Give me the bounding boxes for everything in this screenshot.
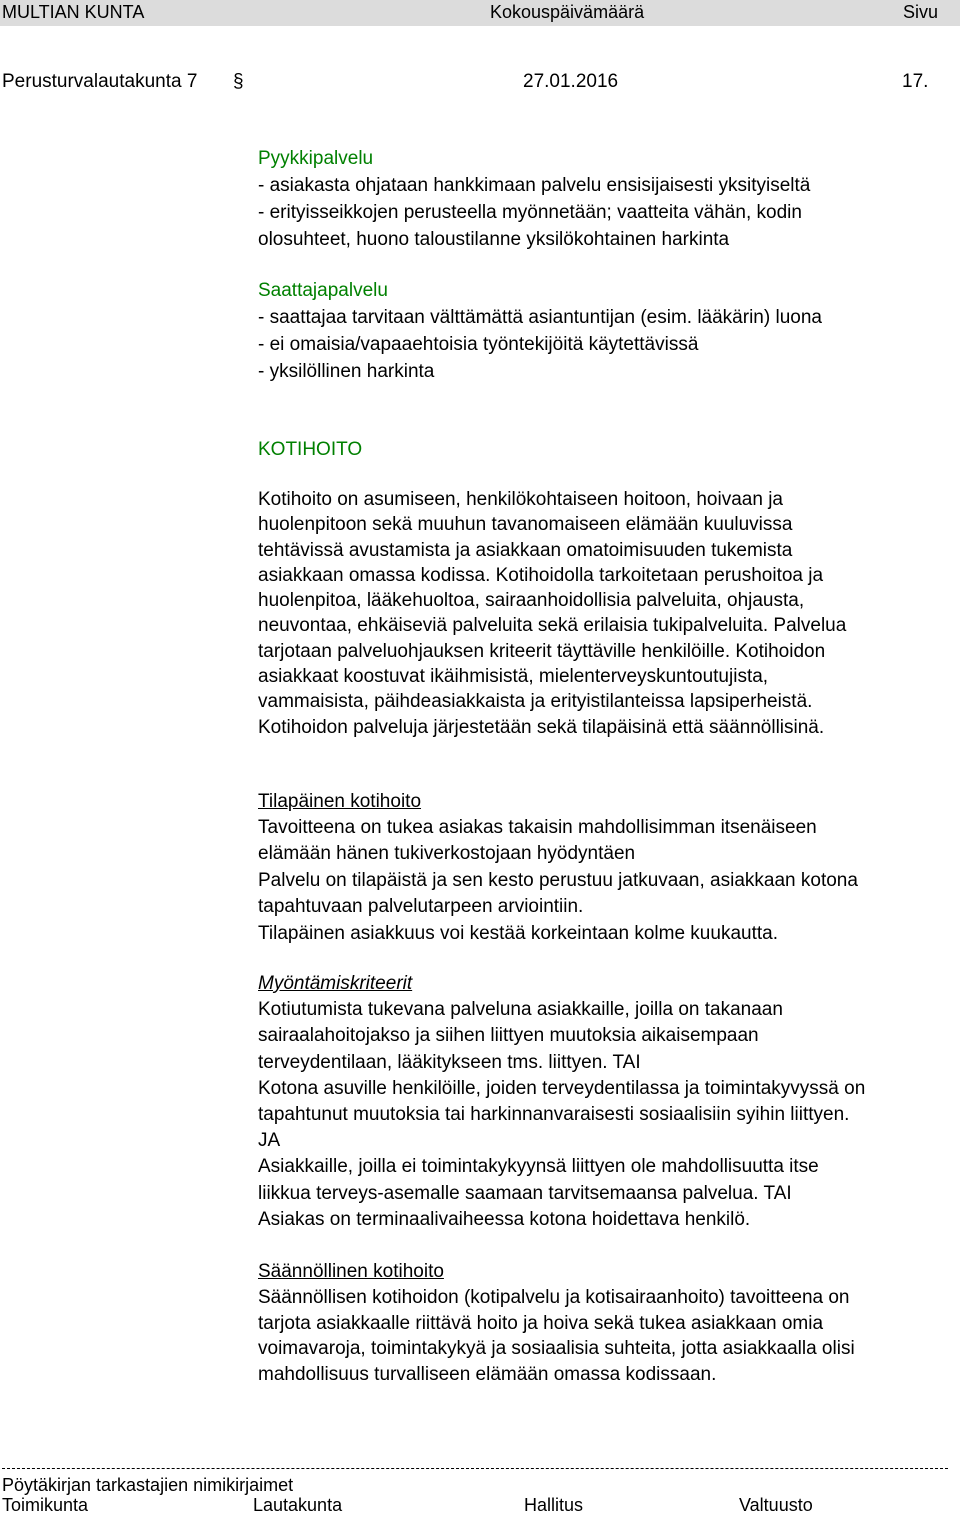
section-line: sairaalahoitojakso ja siihen liittyen muutoksia aikaisempaan [258,1025,759,1047]
section-tilapainen-kotihoito [258,789,958,947]
section-line: Tavoitteena on tukea asiakas takaisin mahdollisimman itsenäiseen [258,817,817,838]
section-line: tapahtuvaan palvelutarpeen arviointiin. [258,896,584,917]
section-line: - yksilöllinen harkinta [258,361,435,382]
section-line: Kotihoito on asumiseen, henkilökohtaiseen hoitoon, hoivaan ja [258,489,783,510]
section-line: vammaisista, päihdeasiakkaista ja erityistilanteissa lapsiperheistä. [258,691,813,713]
section-line: Asiakkaille, joilla ei toimintakykyynsä liittyen ole mahdollisuutta itse [258,1156,819,1178]
section-line: olosuhteet, huono taloustilanne yksilökohtainen harkinta [258,229,730,250]
section-line: tapahtunut muutoksia tai harkinnanvaraisesti sosiaalisiin syihin liittyen. [258,1104,850,1126]
section-heading-saannollinen-kotihoito: Säännöllinen kotihoito [258,1261,444,1282]
footer-title: Pöytäkirjan tarkastajien nimikirjaimet [2,1475,294,1495]
section-line: - erityisseikkojen perusteella myönnetään; vaatteita vähän, kodin [258,202,802,223]
header-page-label: Sivu [903,2,939,22]
section-line: elämään hänen tukiverkostojaan hyödyntäen [258,843,636,864]
section-line: Kotiutumista tukevana palveluna asiakkaille, joilla on takanaan [258,999,783,1021]
section-heading-saattajapalvelu: Saattajapalvelu [258,280,388,301]
footer-cell-hallitus: Hallitus [524,1495,584,1515]
meeting-date: 27.01.2016 [523,71,619,92]
section-line: voimavaroja, toimintakykyä ja sosiaalisia suhteita, jotta asiakkaalla olisi [258,1338,855,1360]
header-organization: MULTIAN KUNTA [2,2,145,22]
section-kotihoito [258,436,958,740]
section-line: Kotihoidon palveluja järjestetään sekä tilapäisinä että säännöllisinä. [258,716,825,738]
section-heading-pyykkipalvelu: Pyykkipalvelu [258,148,374,169]
section-symbol-icon: § [233,71,244,92]
footer-divider [2,1468,948,1469]
section-line: tehtävissä avustamista ja asiakkaan omatoimisuuden tukemista [258,539,793,561]
section-line: - saattajaa tarvitaan välttämättä asiantuntijan (esim. lääkärin) luona [258,307,822,328]
section-saannollinen-kotihoito [258,1259,958,1388]
footer-cell-valtuusto: Valtuusto [739,1495,813,1515]
page-header [0,0,960,26]
section-line: terveydentilaan, lääkitykseen tms. liittyen. TAI [258,1051,641,1073]
section-line: huolenpitoa, lääkehuoltoa, sairaanhoidollisia palveluita, ohjausta, [258,590,805,612]
section-saattajapalvelu [258,277,958,385]
section-heading-myontamiskriteerit: Myöntämiskriteerit [258,973,413,994]
page-number: 17. [902,71,929,92]
section-heading-kotihoito: KOTIHOITO [258,439,363,460]
section-line: Palvelu on tilapäistä ja sen kesto perustuu jatkuvaan, asiakkaan kotona [258,870,858,891]
section-line: JA [258,1130,281,1152]
section-line: tarjotaan palveluohjauksen kriteerit täyttäville henkilöille. Kotihoidon [258,640,826,662]
footer-cell-toimikunta: Toimikunta [2,1495,89,1515]
section-line: Asiakas on terminaalivaiheessa kotona hoidettava henkilö. [258,1208,751,1230]
section-line: Säännöllisen kotihoidon (kotipalvelu ja kotisairaanhoito) tavoitteena on [258,1286,850,1308]
section-line: neuvontaa, ehkäiseviä palveluita sekä erilaisia tukipalveluita. Palvelua [258,615,847,637]
section-heading-tilapainen-kotihoito: Tilapäinen kotihoito [258,791,422,812]
section-line: asiakkaat koostuvat ikäihmisistä, mielenterveyskuntoutujista, [258,666,769,688]
section-myontamiskriteerit [258,971,958,1233]
footer-cell-lautakunta: Lautakunta [253,1495,343,1515]
section-line: huolenpitoon sekä muuhun tavanomaiseen elämään kuuluvissa [258,514,793,536]
section-pyykkipalvelu [258,145,958,253]
section-body-kotihoito [258,487,958,740]
section-line: tarjota asiakkaalle riittävä hoito ja hoiva sekä tukea asiakkaan omia [258,1312,824,1334]
section-line: mahdollisuus turvalliseen elämään omassa kodissaan. [258,1364,717,1386]
section-line: - ei omaisia/vapaaehtoisia työntekijöitä käytettävissä [258,334,699,355]
section-line: Tilapäinen asiakkuus voi kestää korkeintaan kolme kuukautta. [258,923,778,944]
section-line: - asiakasta ohjataan hankkimaan palvelu ensisijaisesti yksityiseltä [258,175,811,196]
section-line: liikkua terveys-asemalle saamaan tarvitsemaansa palvelua. TAI [258,1182,792,1204]
section-line: Kotona asuville henkilöille, joiden terveydentilassa ja toimintakyvyssä on [258,1077,866,1099]
header-date-label: Kokouspäivämäärä [490,2,645,22]
meeting-body: Perusturvalautakunta 7 [2,71,198,92]
section-line: asiakkaan omassa kodissa. Kotihoidolla tarkoitetaan perushoitoa ja [258,564,824,586]
